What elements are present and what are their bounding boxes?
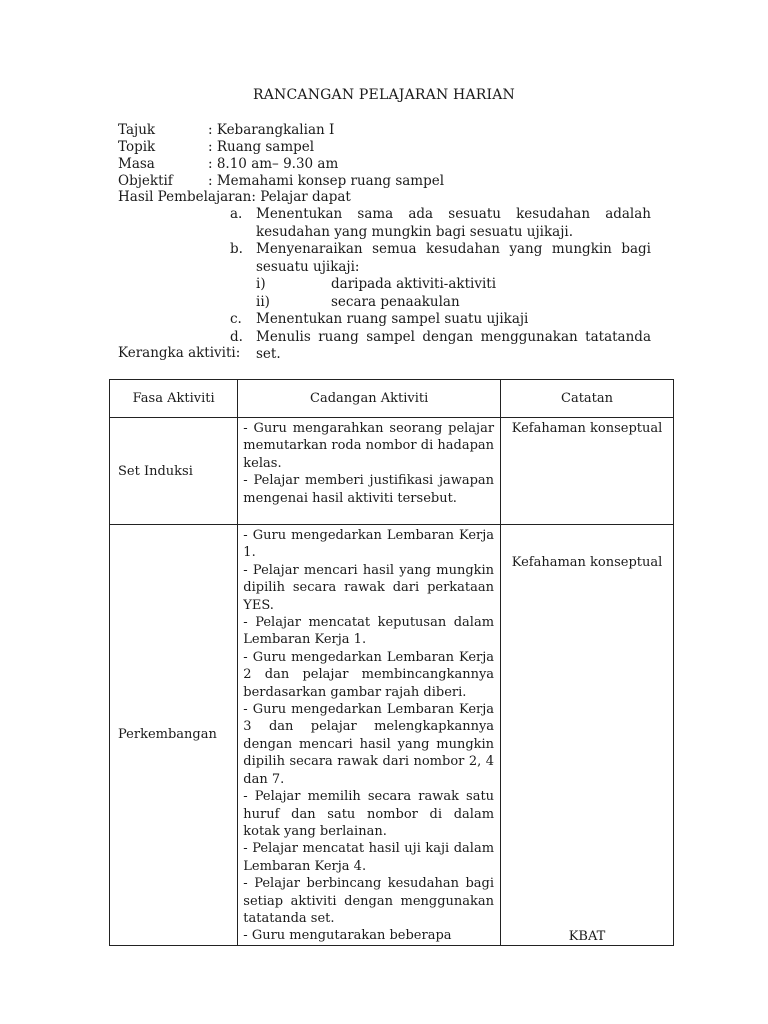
learning-outcomes-heading: Hasil Pembelajaran: Pelajar dapat — [118, 189, 351, 205]
meta-block — [118, 122, 444, 190]
activity-line: - Guru mengarahkan seorang pelajar memutarkan roda nombor di hadapan kelas. — [243, 421, 495, 471]
outcome-item-b — [230, 241, 651, 276]
activity-line: - Guru mengutarakan beberapa — [243, 928, 452, 944]
outcome-letter: a. — [230, 206, 243, 222]
activity-line: - Pelajar mencari hasil yang mungkin dipilih secara rawak dari perkataan YES. — [243, 562, 495, 613]
meta-label: Topik — [118, 139, 156, 155]
activity-line: - Pelajar mencatat keputusan dalam Lembaran Kerja 1. — [243, 615, 495, 648]
activity-line: - Pelajar memberi justifikasi jawapan mengenai hasil aktiviti tersebut. — [243, 473, 495, 506]
learning-outcomes-list — [230, 206, 651, 364]
meta-value: : Kebarangkalian I — [208, 122, 335, 138]
meta-value: : Memahami konsep ruang sampel — [208, 173, 445, 189]
activity-cell — [238, 525, 501, 946]
outcome-item-d — [230, 329, 651, 364]
outcome-letter: d. — [230, 328, 243, 345]
note-cell — [501, 418, 674, 525]
header-catatan: Catatan — [501, 380, 674, 418]
table-row — [110, 418, 674, 525]
activity-table — [109, 379, 674, 946]
outcome-item-c — [230, 311, 651, 329]
meta-value: : Ruang sampel — [208, 139, 315, 155]
meta-row-masa — [118, 156, 444, 173]
outcome-letter: b. — [230, 241, 243, 257]
phase-cell: Perkembangan — [110, 525, 238, 946]
outcome-item-a — [230, 206, 651, 241]
activity-cell — [238, 418, 501, 525]
table-row — [110, 525, 674, 946]
outcome-text: Menulis ruang sampel dengan menggunakan tatatanda set. — [256, 328, 651, 362]
phase-cell: Set Induksi — [110, 418, 238, 525]
subitem-text: daripada aktiviti-aktiviti — [331, 276, 497, 292]
page-title: RANCANGAN PELAJARAN HARIAN — [252, 87, 516, 103]
outcome-letter: c. — [230, 311, 242, 327]
meta-row-objektif — [118, 173, 444, 190]
activity-line: - Pelajar mencatat hasil uji kaji dalam Lembaran Kerja 4. — [243, 841, 495, 874]
activity-framework-heading: Kerangka aktiviti: — [118, 345, 241, 361]
activity-line: - Guru mengedarkan Lembaran Kerja 3 dan pelajar melengkapkannya dengan mencari hasil yang mungkin dipilih secara rawak dari nombor 2, 4 dan 7. — [243, 702, 495, 787]
table-header-row — [110, 380, 674, 418]
subitem-number: ii) — [256, 293, 270, 310]
outcome-subitem — [230, 294, 651, 312]
activity-line: - Pelajar memilih secara rawak satu huruf dan satu nombor di dalam kotak yang berlainan. — [243, 789, 495, 839]
activity-line: - Guru mengedarkan Lembaran Kerja 2 dan pelajar membincangkannya berdasarkan gambar rajah diberi. — [243, 649, 495, 700]
outcome-subitem — [230, 276, 651, 294]
subitem-number: i) — [256, 276, 266, 292]
outcome-text: Menentukan sama ada sesuatu kesudahan adalah kesudahan yang mungkin bagi sesuatu ujikaji. — [256, 206, 651, 240]
note-text: Kefahaman konseptual — [511, 555, 663, 570]
activity-line: - Pelajar berbincang kesudahan bagi setiap aktiviti dengan menggunakan tatatanda set. — [243, 876, 495, 926]
meta-row-tajuk — [118, 122, 444, 139]
activity-line: - Guru mengedarkan Lembaran Kerja 1. — [243, 528, 495, 561]
meta-label: Masa — [118, 156, 155, 172]
subitem-text: secara penaakulan — [331, 293, 460, 310]
header-cadangan: Cadangan Aktiviti — [238, 380, 501, 418]
note-cell — [501, 525, 674, 946]
meta-value: : 8.10 am– 9.30 am — [208, 156, 339, 172]
meta-label: Objektif — [118, 173, 173, 189]
meta-row-topik — [118, 139, 444, 156]
meta-label: Tajuk — [118, 122, 156, 138]
outcome-text: Menentukan ruang sampel suatu ujikaji — [256, 311, 529, 327]
outcome-text: Menyenaraikan semua kesudahan yang mungkin bagi sesuatu ujikaji: — [256, 241, 651, 275]
note-text: Kefahaman konseptual — [511, 421, 663, 436]
header-fasa: Fasa Aktiviti — [110, 380, 238, 418]
note-kbat: KBAT — [568, 928, 606, 944]
